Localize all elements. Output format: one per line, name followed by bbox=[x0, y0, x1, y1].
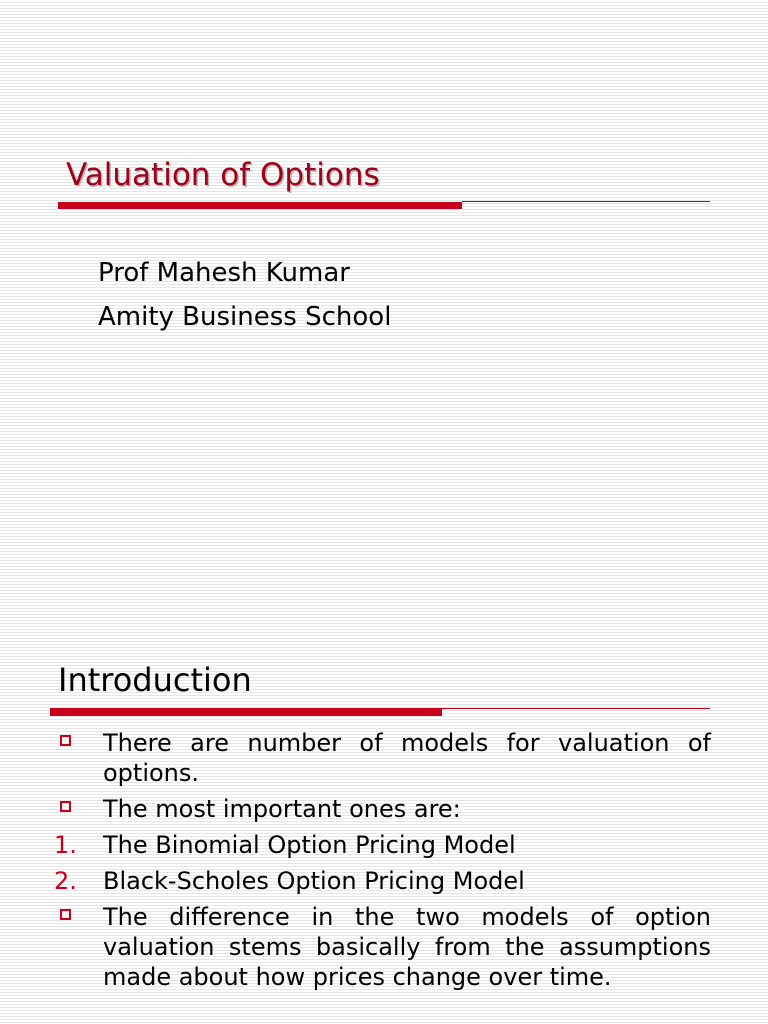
heading-underline-thick bbox=[50, 708, 442, 716]
institution-name: Amity Business School bbox=[98, 302, 392, 332]
author-name: Prof Mahesh Kumar bbox=[98, 258, 350, 288]
hollow-square-icon bbox=[60, 909, 71, 920]
list-item-text: The Binomial Option Pricing Model bbox=[103, 831, 516, 859]
presentation-title: Valuation of Options bbox=[66, 157, 380, 193]
list-item-text: The difference in the two models of option valuation stems basically from the assumptions made about how prices change over time. bbox=[103, 903, 711, 991]
title-underline-thin bbox=[462, 201, 710, 202]
list-item bbox=[0, 866, 768, 896]
list-item bbox=[0, 728, 768, 788]
hollow-square-icon bbox=[60, 801, 71, 812]
list-item-text: There are number of models for valuation of options. bbox=[103, 729, 711, 787]
bullet-list bbox=[0, 728, 768, 998]
list-item-text: Black-Scholes Option Pricing Model bbox=[103, 867, 525, 895]
list-item bbox=[0, 794, 768, 824]
heading-underline-thin bbox=[442, 708, 710, 709]
list-number: 1. bbox=[54, 831, 77, 859]
list-item bbox=[0, 902, 768, 992]
hollow-square-icon bbox=[60, 735, 71, 746]
list-number: 2. bbox=[54, 867, 77, 895]
title-underline-thick bbox=[58, 202, 462, 209]
slide-heading: Introduction bbox=[58, 661, 252, 699]
list-item bbox=[0, 830, 768, 860]
list-item-text: The most important ones are: bbox=[103, 795, 461, 823]
